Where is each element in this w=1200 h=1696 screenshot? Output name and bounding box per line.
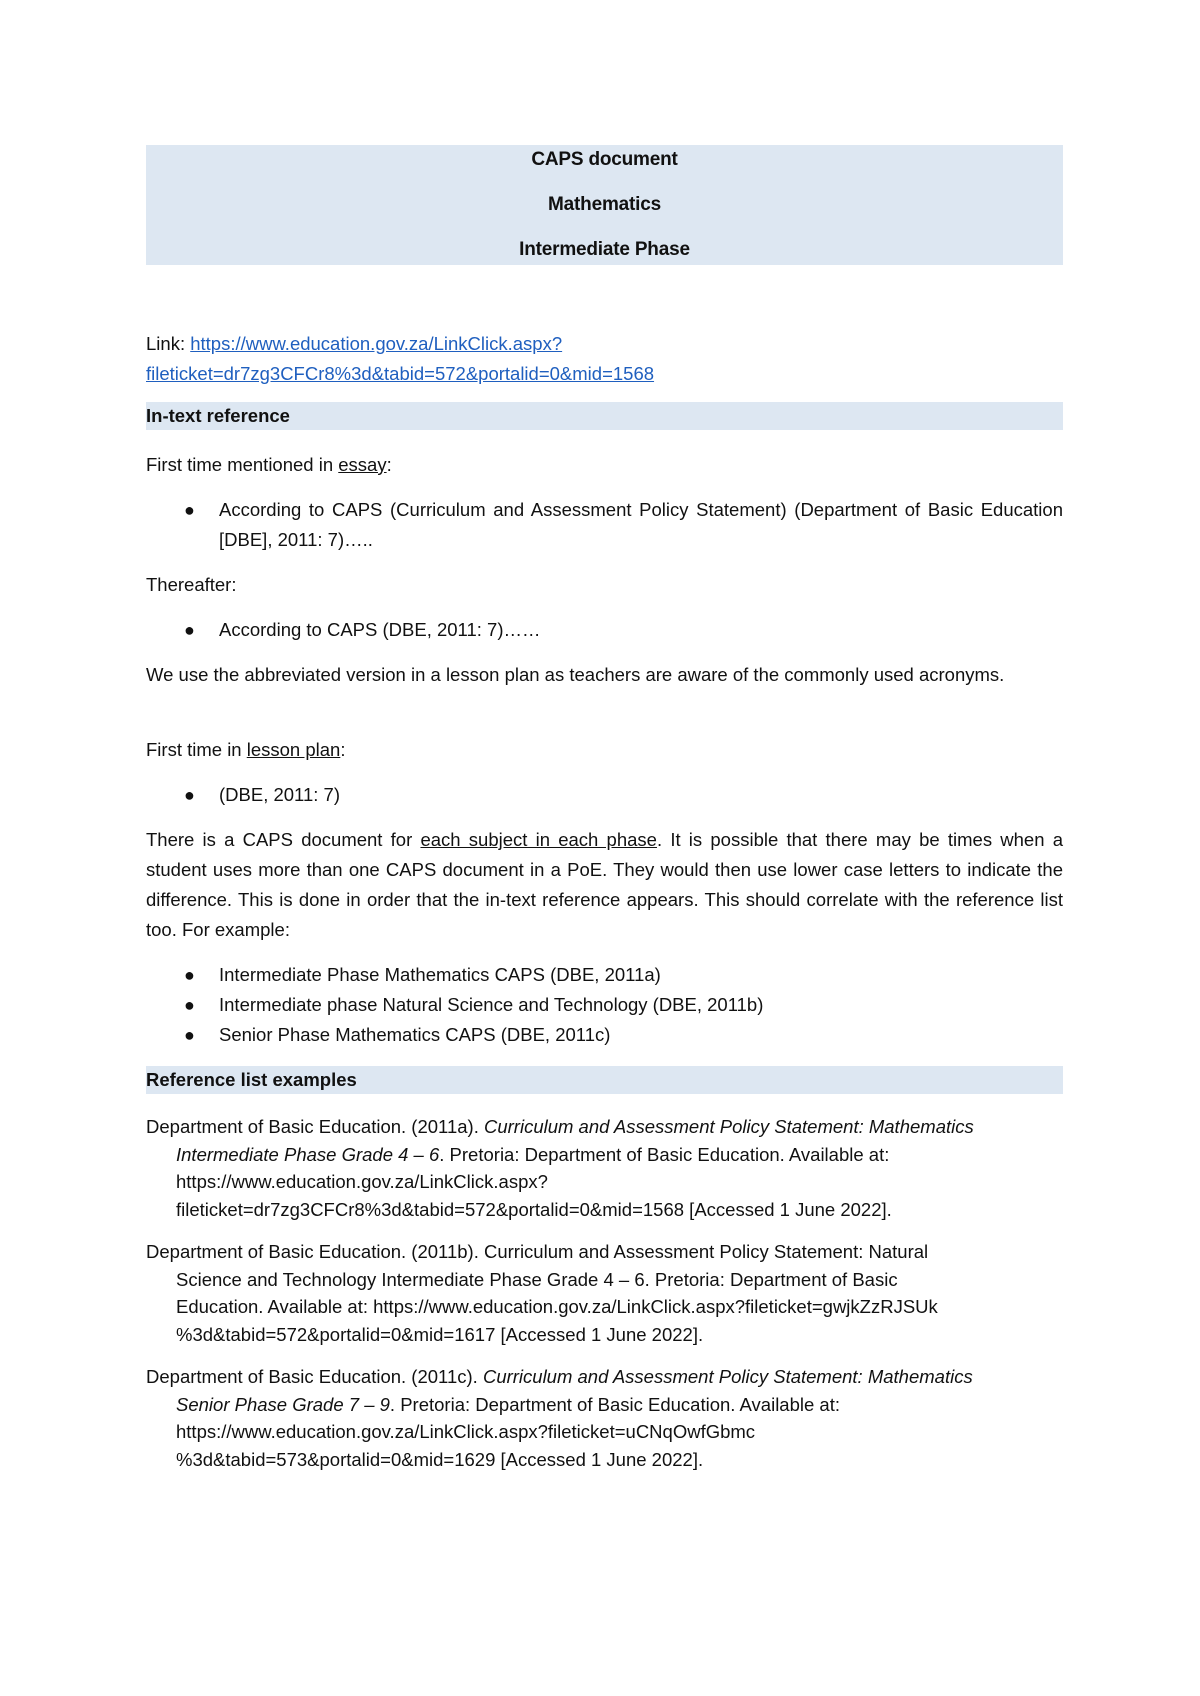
caps-link-line1[interactable]: https://www.education.gov.za/LinkClick.aspx? [190, 333, 563, 354]
bullet-icon: ● [184, 500, 195, 520]
abbreviation-note: We use the abbreviated version in a lesson plan as teachers are aware of the commonly used acronyms. [146, 664, 1005, 685]
title-banner [146, 145, 1063, 265]
bullet-text: Senior Phase Mathematics CAPS (DBE, 2011c) [219, 1024, 611, 1045]
essay-underlined: essay [338, 454, 387, 475]
bullet-icon: ● [184, 620, 195, 640]
bullet-text: Intermediate phase Natural Science and Technology (DBE, 2011b) [219, 994, 764, 1015]
reference-list-heading: Reference list examples [146, 1066, 1063, 1094]
caps-link-line2[interactable]: fileticket=dr7zg3CFCr8%3d&tabid=572&portalid=0&mid=1568 [146, 363, 655, 384]
reference-entry-a: Department of Basic Education. (2011a). Curriculum and Assessment Policy Statement: Mathematics Intermediate Phase Grade 4 – 6. Pretoria: Department of Basic Education. Available at: https://www.education.gov.za/LinkClick.aspx? fileticket=dr7zg3CFCr8%3d&tabid=572&portalid=0&mid=1568 [Accessed 1 June 2022]. [146, 1116, 974, 1220]
bullet-icon: ● [184, 1025, 195, 1045]
bullet-text: (DBE, 2011: 7) [219, 784, 340, 805]
in-text-reference-heading: In-text reference [146, 402, 1063, 430]
caps-explanation-paragraph: There is a CAPS document for each subject in each phase. It is possible that there may be times when a student uses more than one CAPS document in a PoE. They would then use lower case letters to indicate the difference. This is done in order that the in-text reference appears. This should correlate with the reference list too. For example: [146, 829, 1064, 940]
bullet-icon: ● [184, 785, 195, 805]
reference-entry-c: Department of Basic Education. (2011c). Curriculum and Assessment Policy Statement: Mathematics Senior Phase Grade 7 – 9. Pretoria: Department of Basic Education. Available at: https://www.education.gov.za/LinkClick.aspx?fileticket=uCNqOwfGbmc %3d&tabid=573&portalid=0&mid=1629 [Accessed 1 June 2022]. [146, 1366, 973, 1470]
first-time-lesson-text: First time in lesson plan: [146, 739, 346, 760]
bullet-text: According to CAPS (Curriculum and Assessment Policy Statement) (Department of Basic Education [DBE], 2011: 7)….. [219, 499, 1063, 550]
bullet-icon: ● [184, 965, 195, 985]
phase-title: Intermediate Phase [519, 239, 690, 260]
thereafter-text: Thereafter: [146, 574, 237, 595]
bullet-text: Intermediate Phase Mathematics CAPS (DBE, 2011a) [219, 964, 661, 985]
link-label: Link: [146, 333, 191, 354]
link-paragraph [146, 329, 1063, 389]
document-title: CAPS document [531, 149, 678, 170]
bullet-text: According to CAPS (DBE, 2011: 7)…… [219, 619, 541, 640]
bullet-icon: ● [184, 995, 195, 1015]
subject-title: Mathematics [548, 194, 661, 215]
first-time-essay-text: First time mentioned in essay: [146, 454, 392, 475]
reference-entry-b: Department of Basic Education. (2011b). Curriculum and Assessment Policy Statement: Natural Science and Technology Intermediate Phase Grade 4 – 6. Pretoria: Department of Basic Education. Available at: https://www.education.gov.za/LinkClick.aspx?fileticket=gwjkZzRJSUk %3d&tabid=572&portalid=0&mid=1617 [Accessed 1 June 2022]. [146, 1241, 938, 1345]
each-subject-underlined: each subject in each phase [420, 829, 657, 850]
lesson-plan-underlined: lesson plan [246, 739, 341, 760]
